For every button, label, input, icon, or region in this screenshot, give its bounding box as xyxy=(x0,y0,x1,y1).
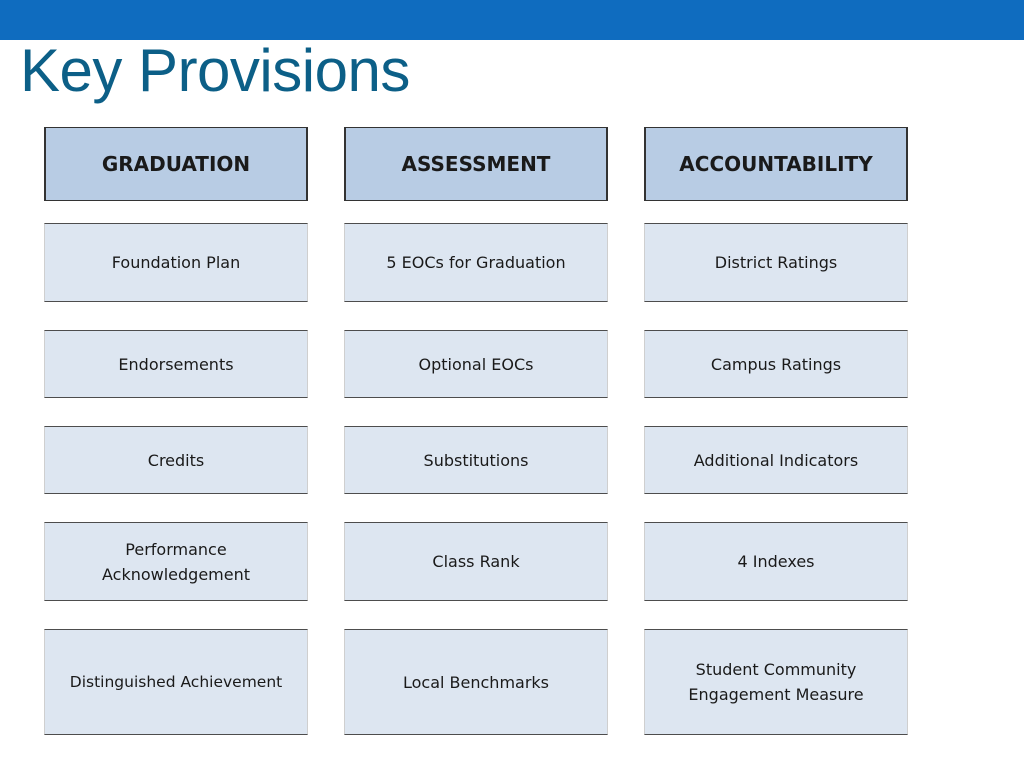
assessment-item-local-benchmarks: Local Benchmarks xyxy=(344,629,608,735)
accountability-item-4-indexes: 4 Indexes xyxy=(644,522,908,601)
graduation-item-credits: Credits xyxy=(44,426,308,494)
assessment-item-optional-eocs: Optional EOCs xyxy=(344,330,608,398)
assessment-header: ASSESSMENT xyxy=(344,127,608,201)
assessment-item-class-rank: Class Rank xyxy=(344,522,608,601)
top-accent-bar xyxy=(0,0,1024,40)
graduation-item-distinguished-achievement: Distinguished Achievement xyxy=(44,629,308,735)
assessment-item-substitutions: Substitutions xyxy=(344,426,608,494)
graduation-item-performance-acknowledgement: Performance Acknowledgement xyxy=(44,522,308,601)
slide-title: Key Provisions xyxy=(20,37,410,104)
accountability-item-district-ratings: District Ratings xyxy=(644,223,908,302)
accountability-item-campus-ratings: Campus Ratings xyxy=(644,330,908,398)
graduation-header: GRADUATION xyxy=(44,127,308,201)
graduation-item-endorsements: Endorsements xyxy=(44,330,308,398)
accountability-header: ACCOUNTABILITY xyxy=(644,127,908,201)
accountability-item-additional-indicators: Additional Indicators xyxy=(644,426,908,494)
assessment-item-5-eocs: 5 EOCs for Graduation xyxy=(344,223,608,302)
accountability-item-student-community-engagement: Student Community Engagement Measure xyxy=(644,629,908,735)
graduation-item-foundation-plan: Foundation Plan xyxy=(44,223,308,302)
